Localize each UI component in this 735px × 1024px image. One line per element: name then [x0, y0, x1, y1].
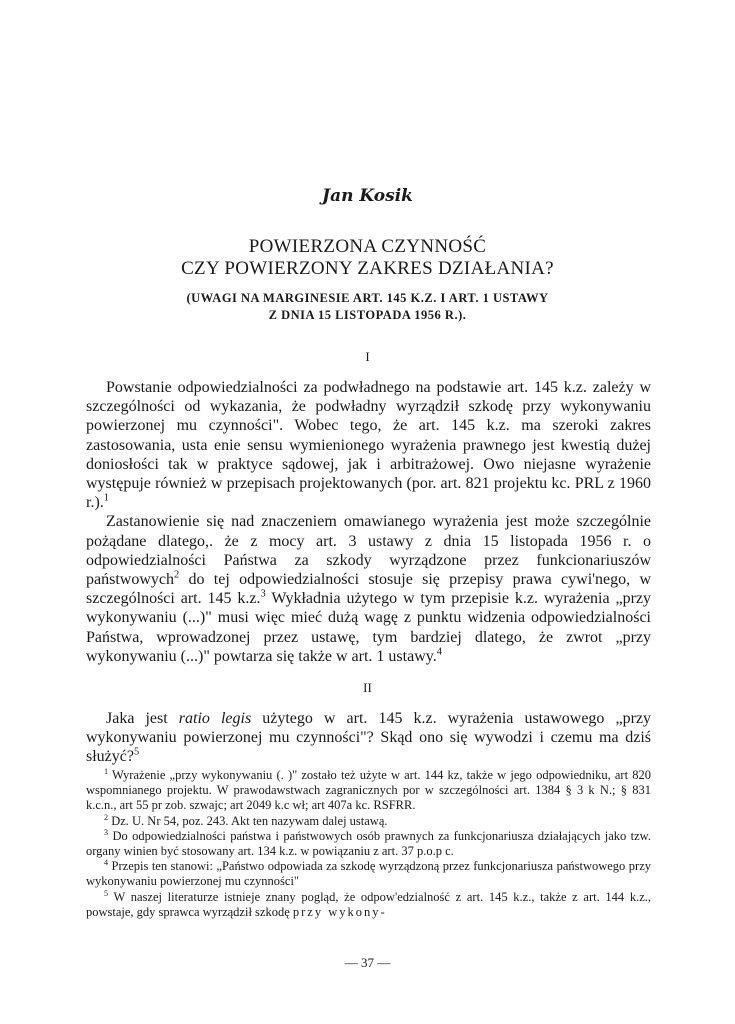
footnote-ref-1: 1: [103, 492, 109, 504]
article-title: [0, 236, 735, 280]
section-2-body: [86, 709, 651, 767]
paragraph-text: Jaka jest: [106, 710, 179, 727]
subtitle-line-1: (UWAGI NA MARGINESIE ART. 145 K.Z. I ART. 1 USTAWY: [186, 291, 549, 305]
paragraph-text: Wykładnia użytego w tym przepisie k.z. wyrażenia „przy wykonywaniu (...)" musi więc mieć dużą wagę z punktu widzenia odpowiedzialności Państwa, wprowadzonej przez ustawę, tym bardziej dlatego, że zwrot „przy wykonywaniu (...)" powtarza się także w art. 1 ustawy.: [86, 590, 652, 665]
footnote-text: Dz. U. Nr 54, poz. 243. Akt ten nazywam dalej ustawą.: [108, 813, 388, 828]
footnote-number: 2: [104, 812, 109, 822]
footnote-3: [86, 829, 651, 859]
footnote-number: 3: [104, 827, 109, 837]
footnote-text: W naszej literaturze istnieje znany pogląd, że odpow'edzialność z art. 145 k.z., także z art. 144 k.z., powstaje, gdy sprawca wyrządził szkodę: [86, 889, 651, 919]
section-1-paragraph-1: [86, 378, 651, 512]
footnote-ref-4: 4: [436, 646, 442, 658]
article-subtitle: [0, 290, 735, 324]
footnote-2: [86, 814, 651, 829]
footnote-number: 1: [104, 766, 109, 776]
section-1-body: [86, 378, 651, 666]
section-2-paragraph-1: [86, 709, 651, 767]
footnote-number: 5: [104, 888, 109, 898]
footnotes: [86, 768, 651, 920]
subtitle-line-2: Z DNIA 15 LISTOPADA 1956 R.).: [268, 308, 467, 322]
author-name: Jan Kosik: [322, 186, 413, 206]
paragraph-text: użytego w art. 145 k.z. wyrażenia ustawowego „przy wykonywaniu powierzonej mu czynności"? Skąd ono się wywodzi i czemu ma dziś służyć?: [86, 710, 652, 766]
section-1-paragraph-2: [86, 512, 651, 666]
paragraph-text: Zastanowienie się nad znaczeniem omawianego wyrażenia jest może szczególnie pożądane dlatego,. że z mocy art. 3 ustawy z dnia 15 listopada 1956 r. o odpowiedzialności Państwa za szkody wyrządzone przez funkcionariuszów państwowych: [86, 513, 651, 589]
title-line-2: CZY POWIERZONY ZAKRES DZIAŁANIA?: [181, 258, 554, 279]
footnote-5: [86, 890, 651, 920]
section-2-heading: II: [363, 680, 372, 695]
italic-term: ratio: [178, 710, 210, 727]
footnote-text: Przepis ten stanowi: „Państwo odpowiada za szkodę wyrządzoną przez funkcjonariusza państwowego przy wykonywaniu powierzonej mu czynności": [86, 859, 651, 889]
footnote-4: [86, 859, 651, 889]
footnote-ref-2: 2: [173, 569, 180, 581]
footnote-ref-3: 3: [260, 588, 266, 600]
footnote-text: Do odpowiedzialności państwa i państwowych osób prawnych za funkcjonariusza działających jako tzw. organy winien być stosowany art. 134 k.z. w powiązaniu z art. 37 p.o.p c.: [86, 828, 651, 859]
footnote-ref-5: 5: [133, 747, 140, 759]
title-line-1: POWIERZONA CZYNNOŚĆ: [248, 236, 487, 257]
paragraph-text: do tej odpowiedzialności stosuje się przepisy prawa cywi'nego, w szczególności art. 145 k.z.: [86, 571, 651, 608]
paragraph-text: Powstanie odpowiedzialności za podwładnego na podstawie art. 145 k.z. zależy w szczególności od wykazania, że podwładny wyrządził szkodę przy wykonywaniu powierzonej mu czynności". Wobec tego, że art. 145 k.z. ma szeroki zakres zastosowania, usta enie sensu wymienionego wyrażenia prawnego jest kwestią dużej doniosłości tak w praktyce sądowej, jak i arbitrażowej. Owo niejasne wyrażenie występuje również w przepisach projektowanych (por. art. 821 projektu kc. PRL z 1960 r.).: [86, 379, 651, 512]
footnote-text: Wyrażenie „przy wykonywaniu (. )" zostało też użyte w art. 144 kz, także w jego odpowiedniku, art 820 wspomnianego projektu. W prawodawstwach zagranicznych por w szczególności art. 1384 § 3 k N.; § 831 k.c.n., art 55 pr zob. szwajc; art 2049 k.c wł; art 407a kc. RSFRR.: [86, 768, 651, 813]
section-1-heading: I: [365, 349, 370, 364]
page-number: — 37 —: [344, 955, 391, 970]
footnote-number: 4: [104, 858, 109, 868]
italic-term: legis: [220, 710, 252, 727]
footnote-1: [86, 768, 651, 814]
space: [210, 710, 221, 727]
spaced-text: przy wykony-: [292, 904, 387, 919]
